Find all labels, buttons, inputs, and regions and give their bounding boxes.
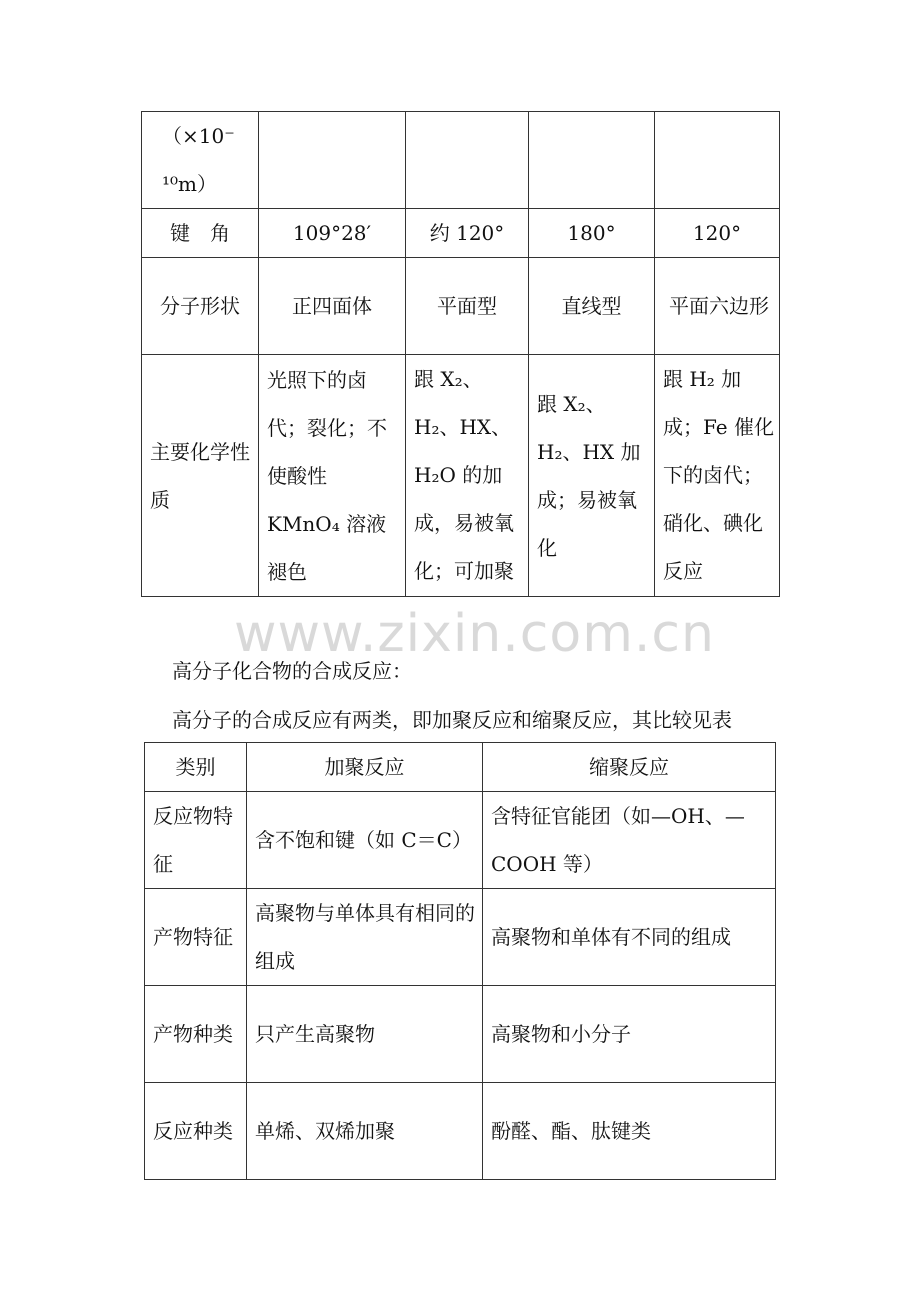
unit-line-2: ¹⁰m）	[162, 172, 217, 196]
table-cell: 含不饱和键（如 C＝C）	[247, 792, 483, 889]
row-label-molecular-shape: 分子形状	[142, 258, 259, 355]
table-row	[142, 355, 780, 597]
table-cell: 含特征官能团（如—OH、—COOH 等）	[483, 792, 776, 889]
table-cell	[259, 112, 406, 209]
intro-paragraph: 高分子的合成反应有两类，即加聚反应和缩聚反应，其比较见表	[172, 708, 732, 732]
table-cell	[655, 112, 780, 209]
table-row	[142, 209, 780, 258]
header-addition-polymerization: 加聚反应	[247, 743, 483, 792]
table-cell: 高聚物和单体有不同的组成	[483, 889, 776, 986]
table-cell	[529, 112, 655, 209]
table-cell: 光照下的卤代；裂化；不使酸性 KMnO₄ 溶液褪色	[259, 355, 406, 597]
table-cell: 跟 X₂、H₂、HX 加成；易被氧化	[529, 355, 655, 597]
table-cell: 跟 X₂、H₂、HX、H₂O 的加成，易被氧化；可加聚	[406, 355, 529, 597]
table-cell: 酚醛、酯、肽键类	[483, 1083, 776, 1180]
table-cell	[406, 112, 529, 209]
header-category: 类别	[145, 743, 247, 792]
table-row	[142, 112, 780, 209]
table-row	[145, 986, 776, 1083]
row-label: 反应物特征	[145, 792, 247, 889]
header-condensation-polymerization: 缩聚反应	[483, 743, 776, 792]
table-cell: 109°28′	[259, 209, 406, 258]
hydrocarbon-comparison-table	[141, 111, 780, 597]
table-row	[142, 258, 780, 355]
table-row	[145, 792, 776, 889]
table-cell: 正四面体	[259, 258, 406, 355]
row-label-bond-angle: 键 角	[142, 209, 259, 258]
section-heading: 高分子化合物的合成反应：	[172, 659, 412, 683]
unit-line-1: （×10⁻	[162, 124, 235, 148]
table-cell: 直线型	[529, 258, 655, 355]
table-cell: 跟 H₂ 加成；Fe 催化下的卤代；硝化、碘化反应	[655, 355, 780, 597]
table-cell: 平面六边形	[655, 258, 780, 355]
table-cell: 120°	[655, 209, 780, 258]
bond-length-unit-cell	[142, 112, 259, 209]
row-label-chemical-properties: 主要化学性质	[142, 355, 259, 597]
row-label: 产物特征	[145, 889, 247, 986]
table-cell: 只产生高聚物	[247, 986, 483, 1083]
table-cell: 高聚物与单体具有相同的组成	[247, 889, 483, 986]
watermark-text: www.zixin.com.cn	[234, 604, 715, 664]
table-cell: 单烯、双烯加聚	[247, 1083, 483, 1180]
table-cell: 180°	[529, 209, 655, 258]
table-cell: 高聚物和小分子	[483, 986, 776, 1083]
table-row	[145, 1083, 776, 1180]
polymerization-comparison-table	[144, 742, 776, 1180]
row-label: 产物种类	[145, 986, 247, 1083]
table-cell: 约 120°	[406, 209, 529, 258]
table-cell: 平面型	[406, 258, 529, 355]
row-label: 反应种类	[145, 1083, 247, 1180]
table-row	[145, 889, 776, 986]
table-header-row	[145, 743, 776, 792]
